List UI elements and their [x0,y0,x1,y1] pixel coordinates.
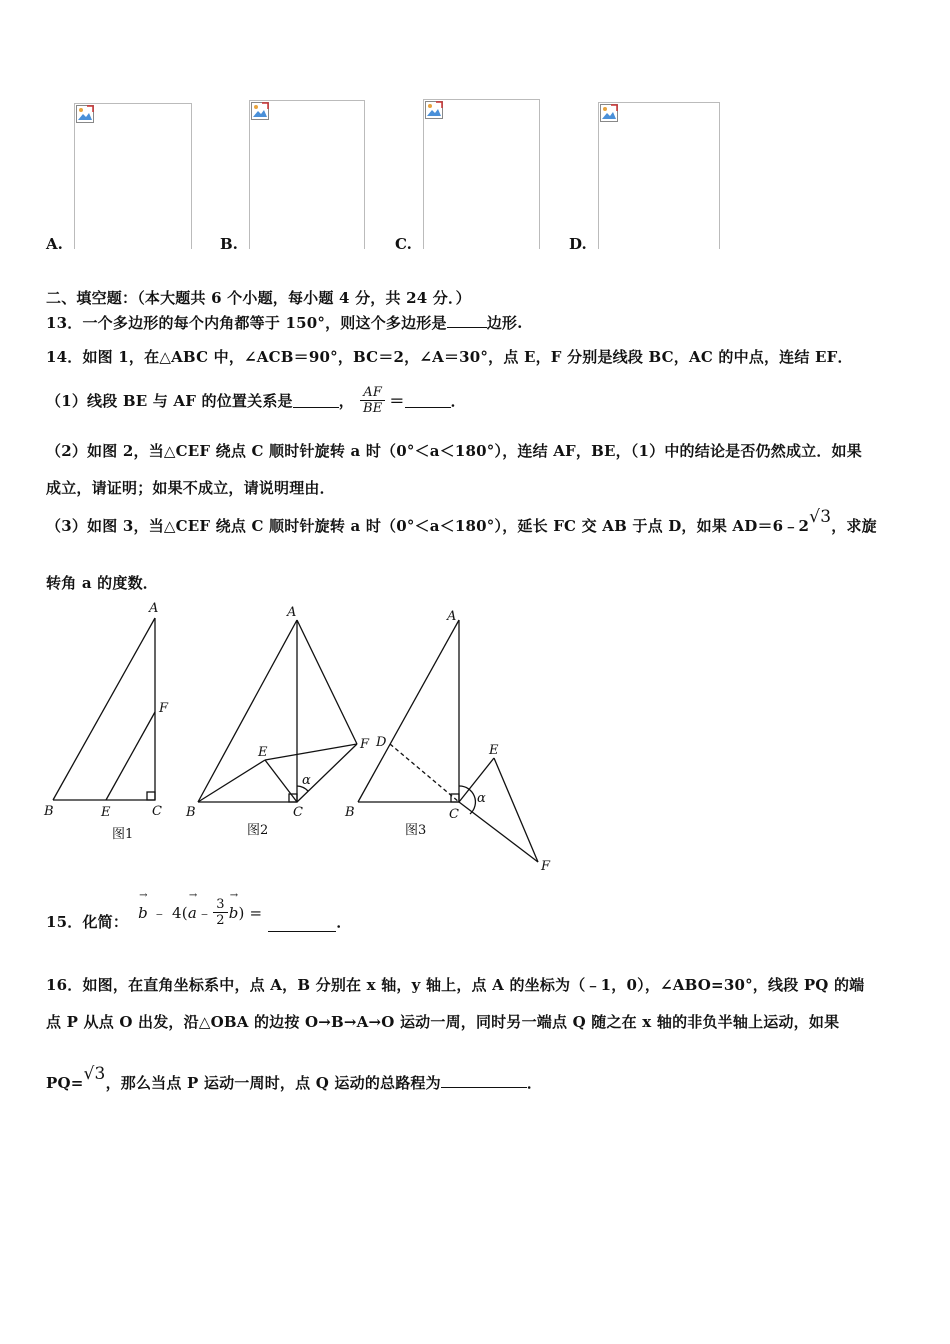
fig3-label-c: C [449,807,459,822]
q16-answer-blank[interactable] [441,1073,527,1088]
broken-image-icon [600,104,618,122]
fig3-label-f: F [541,859,551,874]
q14-part1-blank1[interactable] [293,393,339,408]
option-b-label: B. [220,235,238,253]
fig2-segment-ce [265,760,297,802]
question-15 [46,880,352,938]
broken-image-icon [425,101,443,119]
fig2-label-f: F [360,737,370,752]
broken-image-icon [251,102,269,120]
q14-part1-comma: ， [338,391,354,410]
option-d-image [598,102,720,249]
fig3-label-b: B [345,805,355,820]
fig2-caption: 图2 [247,823,269,838]
question-16-line3 [46,1064,543,1093]
option-a-image [74,103,192,249]
q14-frac-den: BE [360,400,385,416]
q15-minus4: ﹣ 4( [151,904,188,922]
q16-text: ，那么当点 P 运动一周时，点 Q 运动的总路程为 [105,1074,441,1092]
q16-end: ． [526,1074,543,1092]
fig3-angle-arc [459,786,475,814]
q15-expression [138,889,263,928]
option-c-image [423,99,540,249]
fig1-label-c: C [152,804,162,819]
fig1-side-ab [53,618,155,800]
fig2-label-c: C [293,805,303,820]
q14-part1-text: （1）线段 BE 与 AF 的位置关系是 [46,391,293,410]
q15-vec-b: → b [138,889,148,922]
fig2-label-b: B [186,805,196,820]
q13-answer-blank[interactable] [447,313,487,328]
fig2-label-angle: α [302,773,311,788]
q13-text-end: 边形. [486,314,523,332]
q13-text: 13．一个多边形的每个内角都等于 150°，则这个多边形是 [46,314,447,332]
fig3-segment-dc [390,744,459,802]
q14-part1-end: ． [450,391,466,410]
fig2-segment-af [297,620,357,744]
q14-part1-blank2[interactable] [405,393,451,408]
q14-part3-text: （3）如图 3，当△CEF 绕点 C 顺时针旋转 a 时（0°＜a＜180°），延长 FC 交 AB 于点 D，如果 AD＝6﹣2 [46,517,810,535]
broken-image-icon [76,105,94,123]
fig3-segment-ef [494,758,538,862]
q14-fraction [360,385,385,416]
option-a-label: A. [46,235,63,253]
fig2-segment-be [198,760,265,802]
q15-vec-b2: → b [228,889,239,922]
q15-answer-blank[interactable] [268,917,336,932]
q15-minus: ﹣ [197,904,213,922]
q14-part3-after: ，求旋 [831,517,877,535]
section-heading: 二、填空题：（本大题共 6 个小题，每小题 4 分，共 24 分．） [46,289,471,307]
option-c-label: C. [395,235,412,253]
fig3-label-a: A [447,609,457,624]
question-14-part1 [46,378,466,422]
fig1-segment-ef [106,712,155,800]
question-13 [46,312,523,333]
question-14-part2-line1: （2）如图 2，当△CEF 绕点 C 顺时针旋转 a 时（0°＜a＜180°），连结 AF，BE，（1）中的结论是否仍然成立．如果 [46,442,862,460]
question-16-line2: 点 P 从点 O 出发，沿△OBA 的边按 O→B→A→O 运动一周，同时另一端点 Q 随之在 x 轴的非负半轴上运动，如果 [46,1013,840,1031]
question-16-line1: 16．如图，在直角坐标系中，点 A，B 分别在 x 轴，y 轴上，点 A 的坐标为（﹣1，0），∠ABO=30°，线段 PQ 的端 [46,976,865,994]
fig3-side-ab [358,620,459,802]
fig3-caption: 图3 [405,823,427,838]
q14-part3-sqrt: √3 [809,507,832,527]
q15-prefix: 15．化简： [46,913,129,931]
question-14-part3-line2: 转角 a 的度数． [46,574,158,592]
fig1-label-e: E [101,805,111,820]
q16-sqrt: √3 [83,1064,106,1084]
fig1-caption: 图1 [112,827,134,842]
fig1-label-f: F [159,701,169,716]
fig2-label-a: A [287,605,297,620]
fig3-label-angle: α [477,791,486,806]
fig1-label-b: B [44,804,54,819]
q15-vec-a: → a [187,889,198,922]
fig3-segment-cf [459,802,538,862]
option-d-label: D. [569,235,587,253]
fig3-label-d: D [376,735,387,750]
fig2-side-ab [198,620,297,802]
q14-frac-num: AF [363,384,383,400]
fig3-label-e: E [489,743,499,758]
fig1-label-a: A [149,601,159,616]
q15-fraction [213,897,227,928]
option-b-image [249,100,365,249]
q16-pq: PQ= [46,1074,84,1092]
q15-frac-num: 3 [216,897,225,912]
q15-close: ) = [238,903,263,922]
question-14-part2-line2: 成立，请证明；如果不成立，请说明理由． [46,479,335,497]
question-14-part3 [46,507,877,536]
q14-part1-eq: ＝ [389,391,405,410]
fig1-right-angle [147,792,155,800]
figures-14 [0,600,560,875]
question-14-intro: 14．如图 1，在△ABC 中，∠ACB＝90°，BC＝2，∠A＝30°，点 E，F 分别是线段 BC，AC 的中点，连结 EF． [46,348,853,366]
fig2-label-e: E [258,745,268,760]
q15-end: ． [336,913,352,931]
q15-frac-den: 2 [213,912,227,928]
